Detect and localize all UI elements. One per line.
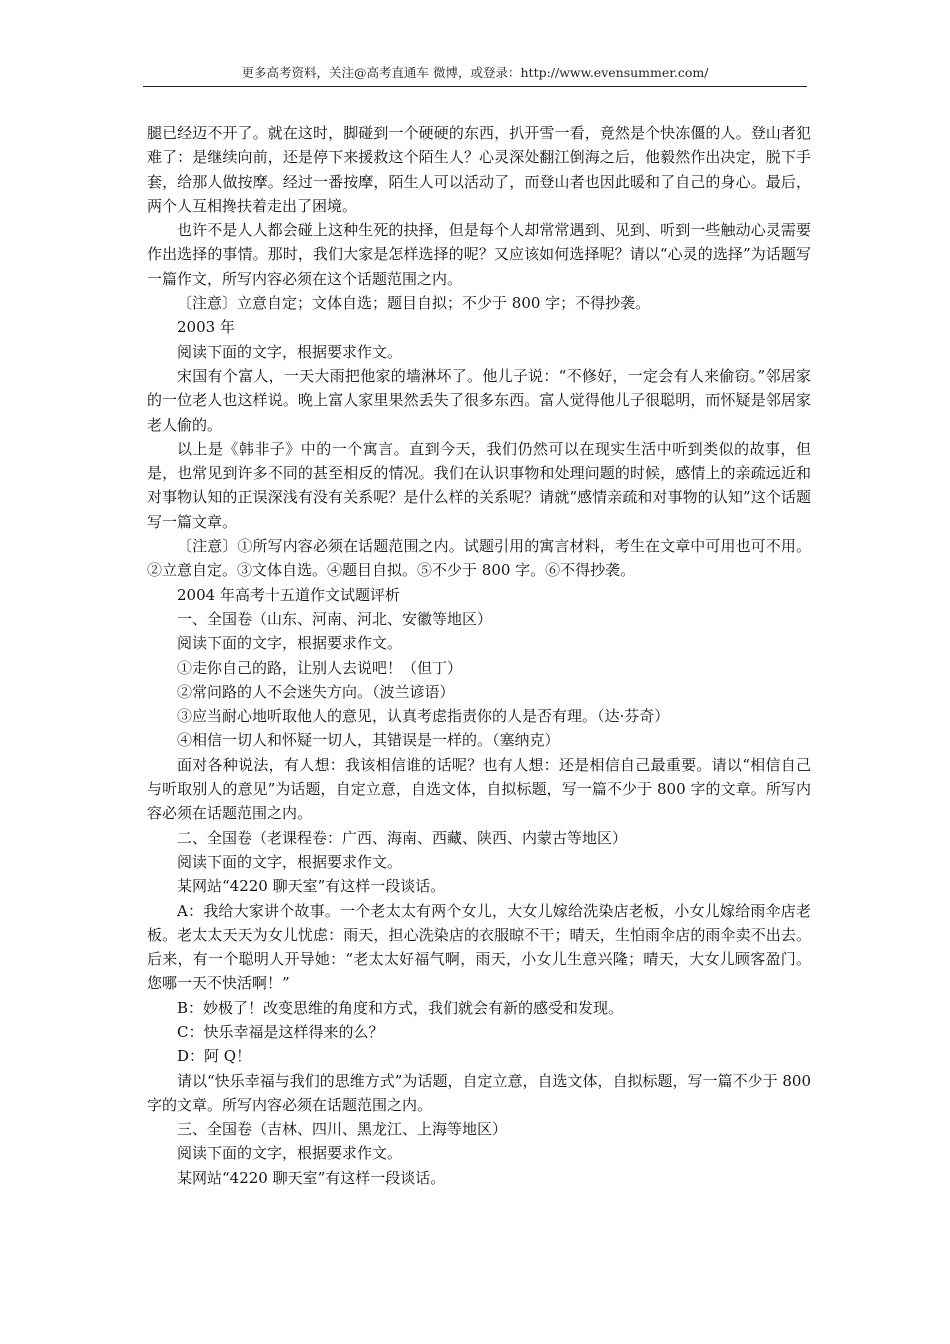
- paragraph: 以上是《韩非子》中的一个寓言。直到今天，我们仍然可以在现实生活中听到类似的故事，但是，也常见到许多不同的甚至相反的情况。我们在认识事物和处理问题的时候，感情上的亲疏远近和对事物认知的正误深浅有没有关系呢？是什么样的关系呢？请就“感情亲疏和对事物的认知”这个话题写一篇文章。: [147, 439, 811, 531]
- section-title: 2004 年高考十五道作文试题评析: [177, 585, 400, 604]
- paragraph: 宋国有个富人，一天大雨把他家的墙淋坏了。他儿子说：“不修好，一定会有人来偷窃。”邻居家的一位老人也这样说。晚上富人家里果然丢失了很多东西。富人觉得他儿子很聪明，而怀疑是邻居家老人偷的。: [147, 366, 811, 434]
- paragraph: 阅读下面的文字，根据要求作文。: [177, 634, 403, 653]
- page-header: [143, 62, 807, 87]
- section-year: 2003 年: [177, 318, 235, 337]
- paragraph: 面对各种说法，有人想：我该相信谁的话呢？也有人想：还是相信自己最重要。请以“相信自己与听取别人的意见”为话题，自定立意，自选文体，自拟标题，写一篇不少于 800 字的文章。所写内容必须在话题范围之内。: [147, 755, 811, 823]
- paragraph: 某网站“4220 聊天室”有这样一段谈话。: [177, 1168, 446, 1187]
- dialogue-line: B：妙极了！改变思维的角度和方式，我们就会有新的感受和发现。: [177, 998, 624, 1017]
- paragraph: 某网站“4220 聊天室”有这样一段谈话。: [177, 877, 446, 896]
- paragraph: 也许不是人人都会碰上这种生死的抉择，但是每个人却常常遇到、见到、听到一些触动心灵需要作出选择的事情。那时，我们大家是怎样选择的呢？又应该如何选择呢？请以“心灵的选择”为话题写一篇作文，所写内容必须在这个话题范围之内。: [147, 221, 811, 288]
- paragraph: 腿已经迈不开了。就在这时，脚碰到一个硬硬的东西，扒开雪一看，竟然是个快冻僵的人。登山者犯难了：是继续向前，还是停下来援救这个陌生人？心灵深处翻江倒海之后，他毅然作出决定，脱下手套，给那人做按摩。经过一番按摩，陌生人可以活动了，而登山者也因此暖和了自己的身心。最后，两个人互相搀扶着走出了困境。: [147, 124, 811, 215]
- quote-item: ②常问路的人不会迷失方向。（波兰谚语）: [177, 682, 455, 701]
- paragraph: 请以“快乐幸福与我们的思维方式”为话题，自定立意，自选文体，自拟标题，写一篇不少于 800 字的文章。所写内容必须在话题范围之内。: [147, 1071, 811, 1114]
- dialogue-line: A：我给大家讲个故事。一个老太太有两个女儿，大女儿嫁给洗染店老板，小女儿嫁给雨伞店老板。老太太天天为女儿忧虑：雨天，担心洗染店的衣服晾不干；晴天，生怕雨伞店的雨伞卖不出去。后来，有一个聪明人开导她：“老太太好福气啊，雨天，小女儿生意兴隆；晴天，大女儿顾客盈门。您哪一天不快活啊！”: [147, 901, 811, 993]
- document-body: [147, 121, 811, 1190]
- section-heading: 二、全国卷（老课程卷：广西、海南、西藏、陕西、内蒙古等地区）: [177, 828, 628, 847]
- dialogue-line: D：阿 Q！: [177, 1047, 252, 1066]
- section-heading: 一、全国卷（山东、河南、河北、安徽等地区）: [177, 609, 493, 628]
- section-heading: 三、全国卷（吉林、四川、黑龙江、上海等地区）: [177, 1120, 508, 1139]
- paragraph: 〔注意〕①所写内容必须在话题范围之内。试题引用的寓言材料，考生在文章中可用也可不用。②立意自定。③文体自选。④题目自拟。⑤不少于 800 字。⑥不得抄袭。: [147, 537, 811, 580]
- paragraph: 〔注意〕立意自定；文体自选；题目自拟；不少于 800 字；不得抄袭。: [177, 294, 651, 313]
- quote-item: ④相信一切人和怀疑一切人，其错误是一样的。（塞纳克）: [177, 731, 560, 750]
- quote-item: ③应当耐心地听取他人的意见，认真考虑指责你的人是否有理。（达·芬奇）: [177, 707, 670, 726]
- dialogue-line: C：快乐幸福是这样得来的么？: [177, 1022, 384, 1041]
- paragraph: 阅读下面的文字，根据要求作文。: [177, 852, 403, 871]
- header-text: 更多高考资料，关注@高考直通车 微博，或登录：http://www.evensummer.com/: [241, 65, 709, 80]
- paragraph: 阅读下面的文字，根据要求作文。: [177, 1144, 403, 1163]
- quote-item: ①走你自己的路，让别人去说吧！（但丁）: [177, 658, 463, 677]
- paragraph: 阅读下面的文字，根据要求作文。: [177, 342, 403, 361]
